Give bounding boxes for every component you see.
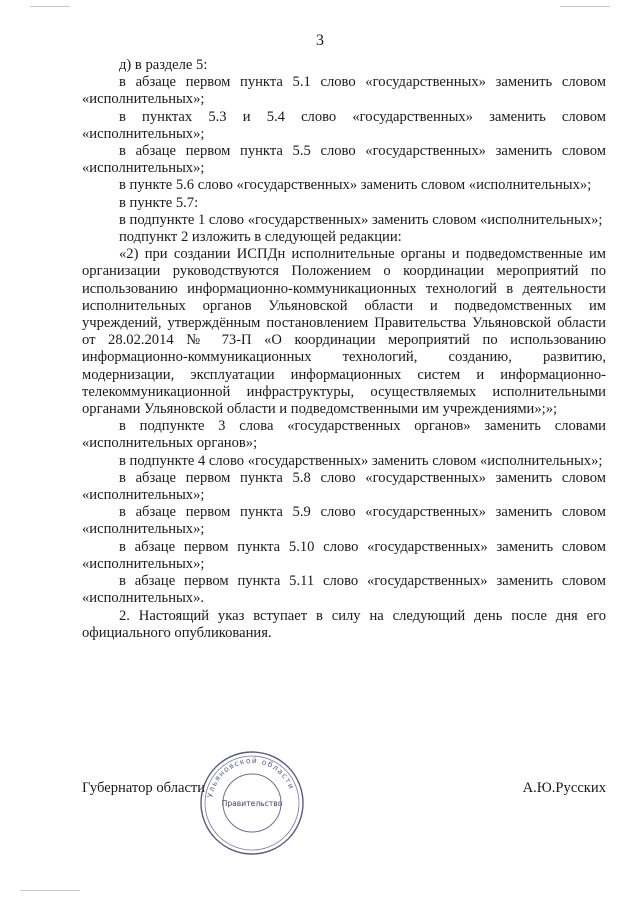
paragraph: в пунктах 5.3 и 5.4 слово «государственных» заменить словом «исполнительных»; — [82, 108, 606, 142]
paragraph: в абзаце первом пункта 5.10 слово «государственных» заменить словом «исполнительных»; — [82, 538, 606, 572]
stamp-center-text: Правительство — [221, 799, 283, 808]
paragraph: в подпункте 1 слово «государственных» заменить словом «исполнительных»; — [119, 211, 603, 228]
paragraph: в абзаце первом пункта 5.1 слово «государственных» заменить словом «исполнительных»; — [82, 74, 606, 108]
paragraph-quoted-amendment: «2) при создании ИСПДн исполнительные органы и подведомственные им организации руководствуются Положением о координации мероприятий по использованию информационно-коммуникационных технологий в деятельности исполнительных органов Ульяновской области и подведомственных им учреждений, утверждённым постановлением Правительства Ульяновской области от 28.02.2014 № 73-П «О координации мероприятий по использованию информационно-коммуникационных технологий, созданию, развитию, модернизации, эксплуатации информационных систем и информационно-телекоммуникационной инфраструктуры, осуществляемых исполнительными органами Ульяновской области и подведомственными им учреждениями»;»; — [82, 246, 606, 418]
stamp-ring-text: Ульяновской области — [205, 755, 297, 799]
scan-artifact-top-right — [560, 6, 610, 7]
scan-artifact-bottom — [20, 890, 80, 891]
paragraph: в абзаце первом пункта 5.11 слово «государственных» заменить словом «исполнительных». — [82, 573, 606, 607]
paragraph: подпункт 2 изложить в следующей редакции: — [119, 229, 402, 246]
paragraph: в подпункте 3 слова «государственных органов» заменить словами «исполнительных органов»; — [82, 418, 606, 452]
signatory-position: Губернатор области — [82, 780, 206, 796]
paragraph: в абзаце первом пункта 5.9 слово «государственных» заменить словом «исполнительных»; — [82, 504, 606, 538]
paragraph-effective-date: 2. Настоящий указ вступает в силу на следующий день после дня его официального опубликования. — [82, 607, 606, 641]
signature-block — [82, 777, 606, 801]
paragraph: в абзаце первом пункта 5.8 слово «государственных» заменить словом «исполнительных»; — [82, 469, 606, 504]
scan-artifact-top — [30, 6, 70, 7]
official-stamp — [197, 748, 307, 858]
paragraph: в пункте 5.7: — [119, 194, 199, 211]
paragraph: в подпункте 4 слово «государственных» заменить словом «исполнительных»; — [119, 452, 603, 469]
paragraph: в пункте 5.6 слово «государственных» заменить словом «исполнительных»; — [119, 177, 592, 194]
paragraph: д) в разделе 5: — [119, 57, 208, 73]
stamp-seal-icon — [197, 748, 307, 858]
page-number: 3 — [316, 32, 324, 49]
document-body — [82, 57, 606, 642]
paragraph: в абзаце первом пункта 5.5 слово «государственных» заменить словом «исполнительных»; — [82, 143, 606, 177]
signatory-name: А.Ю.Русских — [522, 780, 606, 796]
